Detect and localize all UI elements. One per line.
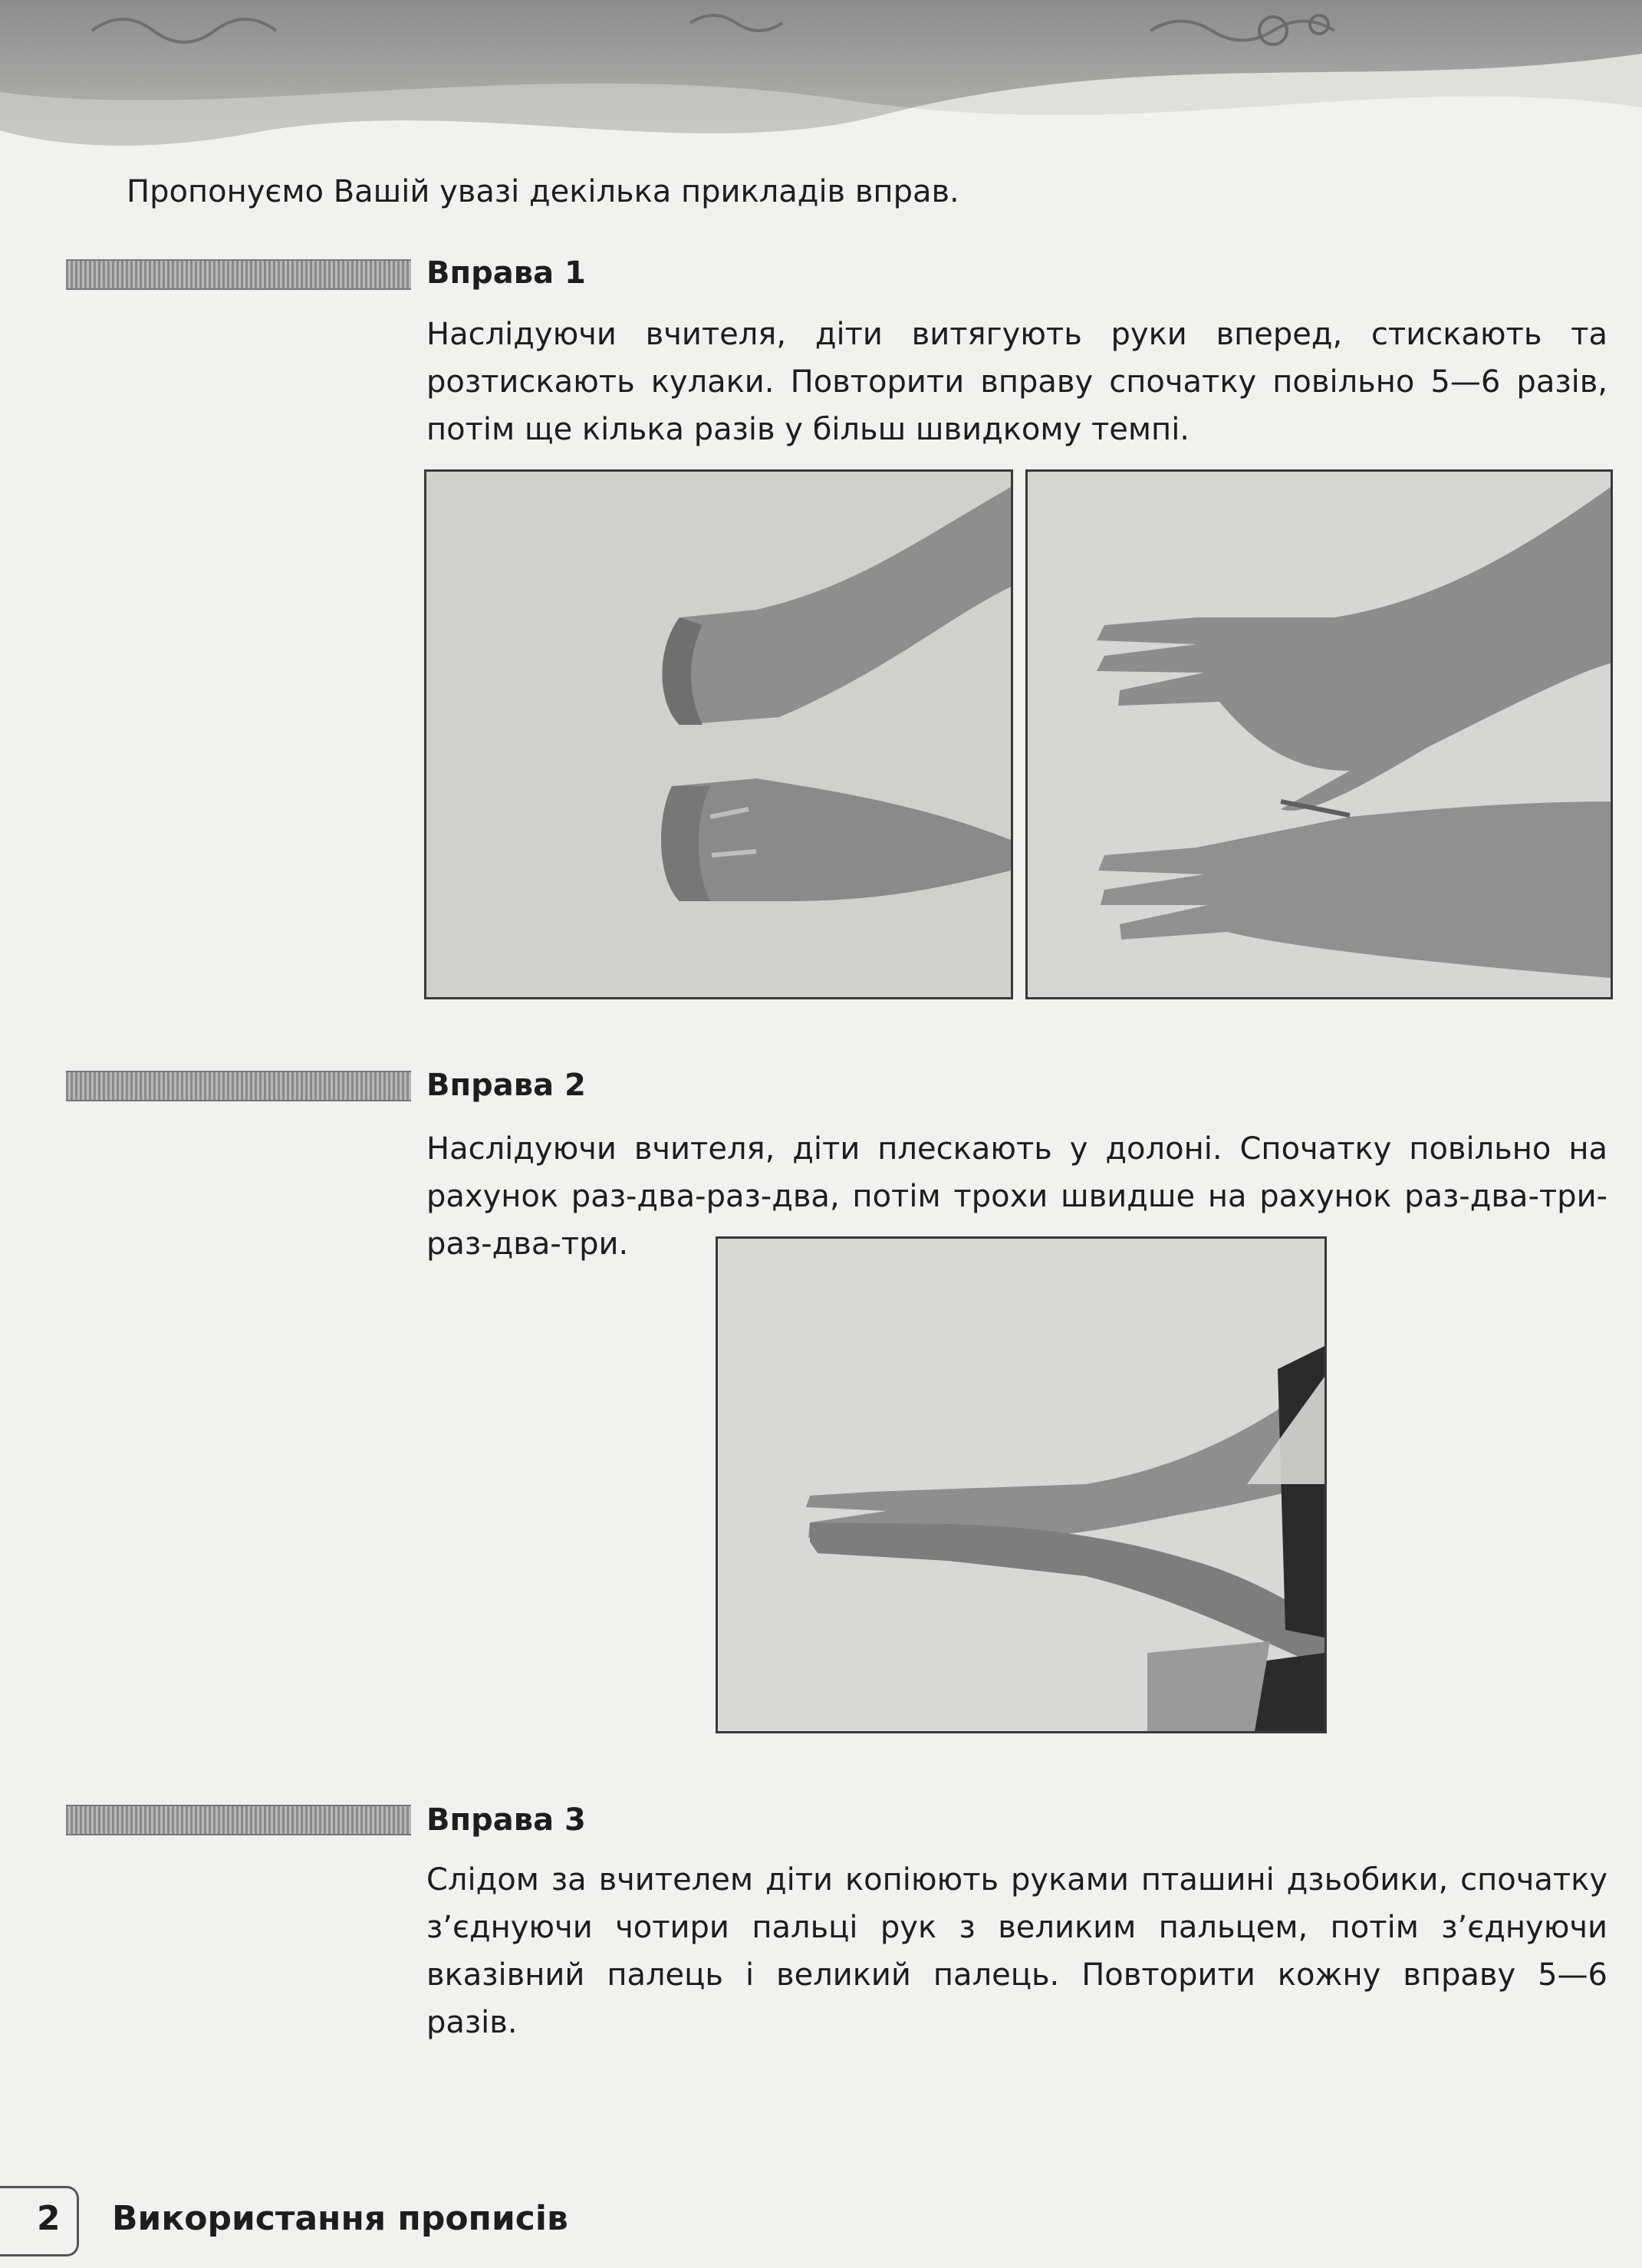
exercise-3-bar — [66, 1805, 411, 1835]
footer-title: Використання прописів — [112, 2199, 568, 2238]
exercise-3-title: Вправа 3 — [426, 1802, 586, 1838]
exercise-1-text: Наслідуючи вчителя, діти витягують руки вперед, стискають та розтискають кулаки. Повторити вправу спочатку повільно 5—6 разів, потім ще кілька разів у більш швидкому темпі. — [426, 317, 1607, 447]
exercise-2-bar — [66, 1071, 411, 1101]
exercise-3-text: Слідом за вчителем діти копіюють руками пташині дзьобики, спочатку з’єднуючи чотири пальці рук з великим пальцем, потім з’єднуючи вказівний палець і великий палець. Повторити кожну вправу 5—6 разів. — [426, 1862, 1607, 2040]
exercise-1-bar — [66, 259, 411, 290]
exercise-2-photo-clapping — [716, 1236, 1327, 1733]
exercise-2-title: Вправа 2 — [426, 1068, 586, 1103]
page-number: 2 — [37, 2199, 61, 2238]
exercise-2-text: Наслідуючи вчителя, діти плескають у долоні. Спочатку повільно на рахунок раз-два-раз-два, потім трохи швидше на рахунок раз-два-три-раз-два-три. — [426, 1131, 1607, 1262]
intro-text: Пропонуємо Вашій увазі декілька прикладів вправ. — [127, 174, 959, 209]
exercise-1-title: Вправа 1 — [426, 255, 586, 291]
exercise-1-photo-fists — [424, 469, 1013, 999]
decorative-top-band — [0, 0, 1642, 169]
exercise-1-photo-open-hands — [1025, 469, 1613, 999]
